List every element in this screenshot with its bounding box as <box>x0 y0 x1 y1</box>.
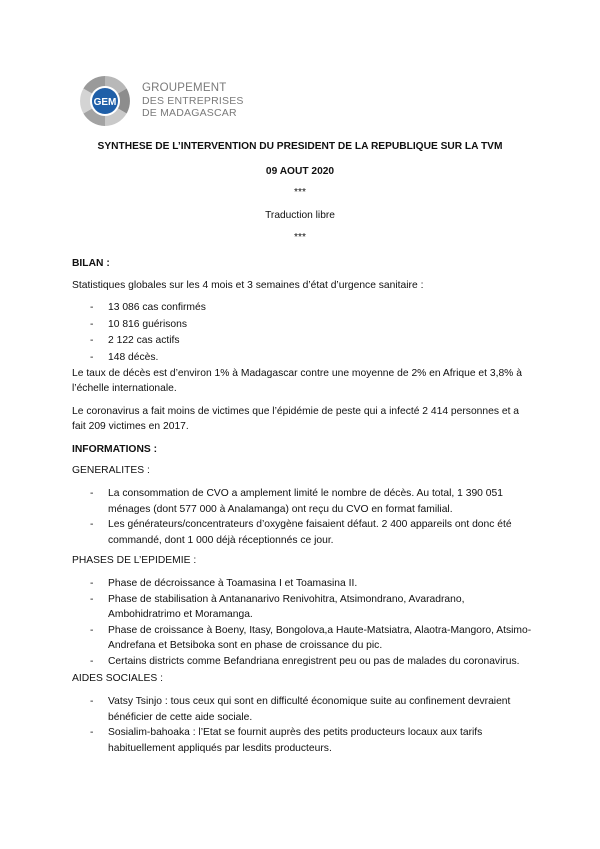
gem-logo-text <box>142 82 244 120</box>
logo-line-3: DE MADAGASCAR <box>142 107 237 120</box>
list-item: - Phase de stabilisation à Antananarivo Renivohitra, Atsimondrano, Avaradrano, Ambohidratrimo et Moramanga. <box>72 592 534 623</box>
gem-logo-mark <box>78 74 132 128</box>
informations-heading: INFORMATIONS : <box>72 444 158 455</box>
gem-logo <box>78 74 244 128</box>
list-item: - Les générateurs/concentrateurs d’oxygène faisaient défaut. 2 400 appareils ont donc été commandé, dont 1 000 déjà réceptionnés ce jour. <box>72 517 534 548</box>
document-date: 09 AOUT 2020 <box>265 166 335 177</box>
list-item: - Phase de décroissance à Toamasina I et Toamasina II. <box>72 576 534 592</box>
list-item: - Vatsy Tsinjo : tous ceux qui sont en difficulté économique suite au confinement devraient bénéficier de cette aide sociale. <box>72 694 534 725</box>
document-subtitle: Traduction libre <box>265 210 335 221</box>
logo-line-2: DES ENTREPRISES <box>142 94 244 107</box>
list-item: - Sosialim-bahoaka : l’Etat se fournit auprès des petits producteurs locaux aux tarifs habituellement appliqués par lesdits producteurs. <box>72 725 534 756</box>
generalites-heading: GENERALITES : <box>72 465 150 476</box>
phases-heading: PHASES DE L’EPIDEMIE : <box>72 555 197 566</box>
bilan-paragraph-1: Le taux de décès est d’environ 1% à Madagascar contre une moyenne de 2% en Afrique et 3,8% à l’échelle internationale. <box>72 368 522 394</box>
generalites-list <box>72 486 534 548</box>
bilan-stats-list <box>72 300 534 366</box>
separator-stars-2: *** <box>294 232 306 243</box>
list-item: - 2 122 cas actifs <box>72 333 534 350</box>
aides-list <box>72 694 534 756</box>
list-item: - 148 décès. <box>72 350 534 367</box>
aides-heading: AIDES SOCIALES : <box>72 673 163 684</box>
list-item: - Phase de croissance à Boeny, Itasy, Bongolova,a Haute-Matsiatra, Alaotra-Mangoro, Atsimo-Andrefana et Betsiboka sont en phase de croissance du pic. <box>72 623 534 654</box>
bilan-paragraph-2: Le coronavirus a fait moins de victimes que l’épidémie de peste qui a infecté 2 414 personnes et a fait 209 victimes en 2017. <box>72 406 520 432</box>
document-title: SYNTHESE DE L’INTERVENTION DU PRESIDENT DE LA REPUBLIQUE SUR LA TVM <box>97 141 503 152</box>
logo-line-1: GROUPEMENT <box>142 82 227 95</box>
list-item: - Certains districts comme Befandriana enregistrent peu ou pas de malades du coronavirus. <box>72 654 534 670</box>
bilan-intro: Statistiques globales sur les 4 mois et 3 semaines d’état d’urgence sanitaire : <box>72 280 424 291</box>
bilan-heading: BILAN : <box>72 258 110 269</box>
list-item: - La consommation de CVO a amplement limité le nombre de décès. Au total, 1 390 051 ménages (dont 577 000 à Analamanga) ont reçu du CVO en format familial. <box>72 486 534 517</box>
phases-list <box>72 576 534 669</box>
separator-stars-1: *** <box>294 187 306 198</box>
gem-logo-mark-text: GEM <box>93 97 117 108</box>
list-item: - 13 086 cas confirmés <box>72 300 534 317</box>
list-item: - 10 816 guérisons <box>72 317 534 334</box>
